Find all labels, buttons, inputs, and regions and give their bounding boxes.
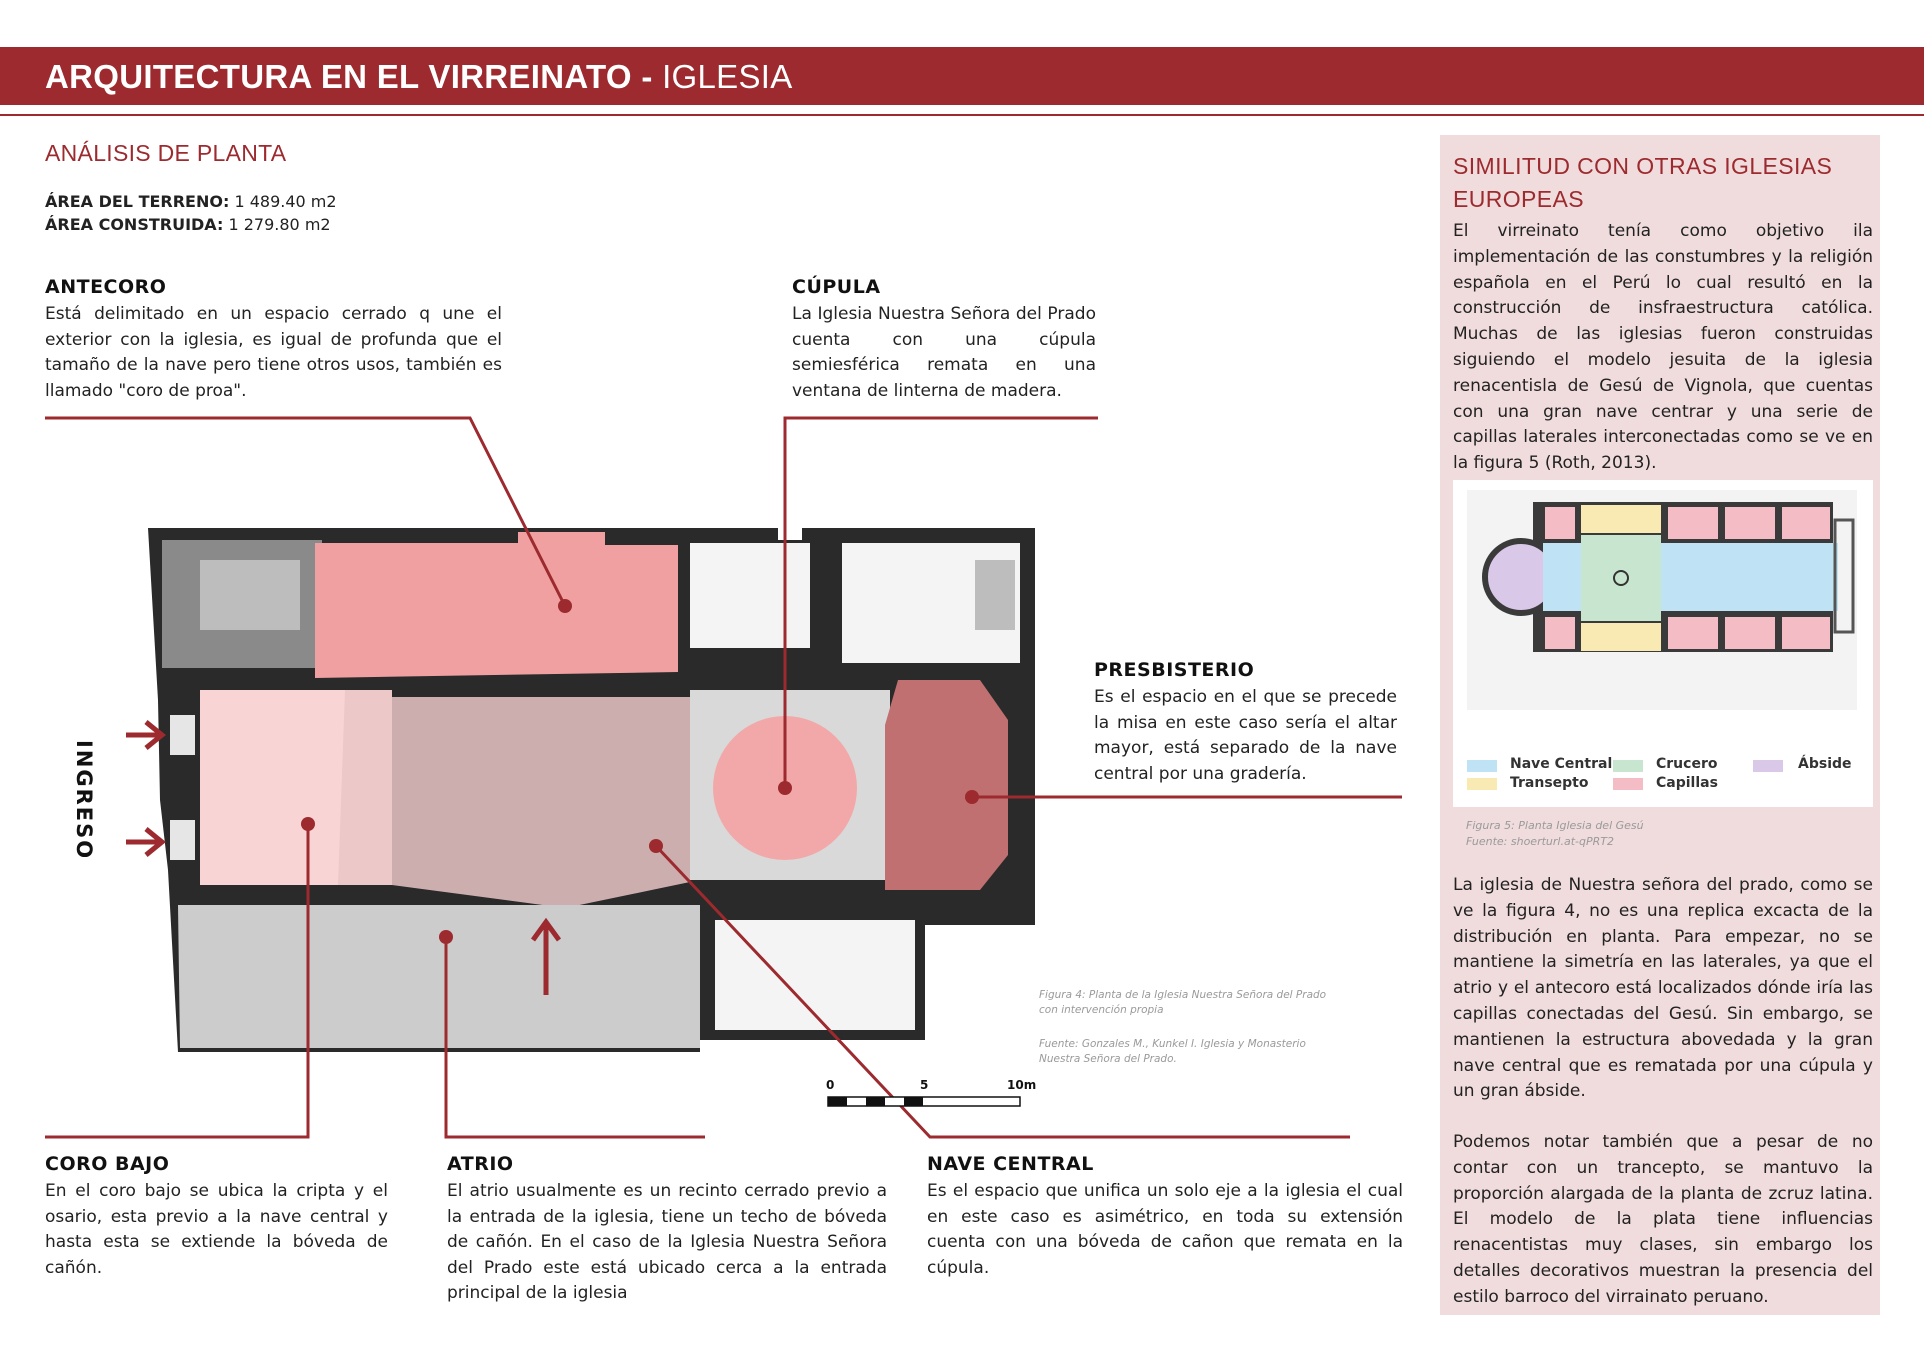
legend-swatch-nave: [1467, 760, 1497, 772]
leader-coro-bajo-dot: [301, 817, 315, 831]
legend-swatch-abside: [1753, 760, 1783, 772]
plan-left-niche-1: [170, 715, 195, 755]
gesu-chapel-3: [1725, 507, 1775, 539]
gesu-chapel-8: [1782, 617, 1830, 649]
area-construida: ÁREA CONSTRUIDA: 1 279.80 m2: [45, 215, 331, 234]
figure4-source: Fuente: Gonzales M., Kunkel I. Iglesia y Monasterio Nuestra Señora del Prado.: [1039, 1038, 1306, 1065]
section-title: ANÁLISIS DE PLANTA: [45, 140, 287, 166]
plan-stair-left: [200, 560, 300, 630]
legend-abside: Ábside: [1798, 756, 1852, 772]
ingreso-arrow-1: [126, 722, 162, 748]
leader-cupula-dot: [778, 781, 792, 795]
gesu-chapel-5: [1545, 617, 1575, 649]
scale-bar: [828, 1097, 1020, 1106]
area-terreno: ÁREA DEL TERRENO: 1 489.40 m2: [45, 192, 337, 211]
leader-antecoro-dot: [558, 599, 572, 613]
antecoro-title: ANTECORO: [45, 276, 167, 298]
atrio-text: El atrio usualmente es un recinto cerrado previo a la entrada de la iglesia, tiene un techo de bóveda de cañón. En el caso de la Iglesia Nuestra Señora del Prado este está ubicado cerca a la entrada principal de la iglesia: [447, 1181, 887, 1304]
gesu-transept-bottom: [1581, 623, 1661, 651]
gesu-crossing: [1581, 535, 1661, 621]
gesu-chapel-6: [1668, 617, 1718, 649]
sidebar-title: SIMILITUD CON OTRAS IGLESIAS EUROPEAS: [1453, 153, 1833, 212]
zone-coro-bajo: [200, 690, 362, 885]
figure5-caption: Figura 5: Planta Iglesia del Gesú: [1466, 819, 1644, 832]
ingreso-label: INGRESO: [72, 740, 96, 861]
scale-label-10: 10m: [1007, 1078, 1037, 1092]
page-title: ARQUITECTURA EN EL VIRREINATO - IGLESIA: [45, 58, 793, 95]
cupula-title: CÚPULA: [792, 276, 881, 298]
legend-swatch-crucero: [1613, 760, 1643, 772]
legend-nave-central: Nave Central: [1510, 756, 1613, 772]
sidebar-paragraph-3: Podemos notar también que a pesar de no contar con un trancepto, se mantuvo la proporción alargada de la planta de zcruz latina. El modelo de la plata tiene influencias renacentistas muy clases, sin embargo los detalles decorativos muestran la presencia del estilo barroco del virrainato peruano.: [1453, 1132, 1873, 1307]
atrio-title: ATRIO: [447, 1153, 514, 1175]
ingreso-arrow-2: [126, 829, 162, 855]
sidebar-paragraph-1: El virreinato tenía como objetivo ila implementación de las constumbres y la religión española en el Perú lo cual resultó en la construcción de insfraestructura católica. Muchas de las iglesias fueron construidas siguiendo el modelo jesuita de la iglesia renacentisla de Gesú de Vignola, que cuentas con una gran nave centrar y una serie de capillas laterales interconectadas como se ve en la figura 5 (Roth, 2013).: [1453, 221, 1873, 474]
leader-presbisterio-dot: [965, 790, 979, 804]
gesu-chapel-1: [1545, 507, 1575, 539]
antecoro-text: Está delimitado en un espacio cerrado q une el exterior con la iglesia, es igual de profunda que el tamaño de la nave pero tiene otros usos, también es llamado "coro de proa".: [45, 304, 502, 401]
zone-atrio: [178, 905, 700, 1048]
gesu-chapel-4: [1782, 507, 1830, 539]
legend-swatch-capillas: [1613, 778, 1643, 790]
plan-right-rooms: [690, 543, 810, 648]
plan-stair-right: [975, 560, 1015, 630]
nave-central-title: NAVE CENTRAL: [927, 1153, 1094, 1175]
leader-atrio-dot: [439, 930, 453, 944]
zone-nave: [392, 697, 690, 908]
figure4-caption: Figura 4: Planta de la Iglesia Nuestra Señora del Prado con intervención propia: [1039, 989, 1327, 1016]
scale-label-0: 0: [826, 1078, 835, 1092]
gesu-chapel-2: [1668, 507, 1718, 539]
plan-left-niche-2: [170, 820, 195, 860]
zone-presbisterio: [885, 680, 1008, 890]
presbisterio-title: PRESBISTERIO: [1094, 659, 1255, 681]
gesu-plan-figure: [1453, 480, 1873, 807]
coro-bajo-title: CORO BAJO: [45, 1153, 170, 1175]
nave-central-text: Es el espacio que unifica un solo eje a la iglesia el cual en este caso es asimétrico, en toda su extensión cuenta con una bóveda de cañon que remata en la cúpula.: [927, 1181, 1403, 1278]
cupula-text: La Iglesia Nuestra Señora del Prado cuenta con una cúpula semiesférica remata en una ventana de linterna de madera.: [792, 304, 1096, 401]
legend-capillas: Capillas: [1656, 775, 1718, 791]
gesu-transept-top: [1581, 505, 1661, 533]
legend-swatch-transepto: [1467, 778, 1497, 790]
sidebar-paragraph-2: La iglesia de Nuestra señora del prado, como se ve la figura 4, no es una replica excacta de la distribución en planta. Para empezar, no se mantiene la simetría en las laterales, ya que el atrio y el antecoro está localizados dónde iría las capillas conectadas del Gesú. Sin embargo, se mantienen la estructura abovedada y la gran nave central que es rematada por una cúpula y un gran ábside.: [1453, 875, 1873, 1102]
legend-crucero: Crucero: [1656, 756, 1718, 772]
legend-transepto: Transepto: [1510, 775, 1589, 791]
scale-label-5: 5: [920, 1078, 929, 1092]
presbisterio-text: Es el espacio en el que se precede la misa en este caso sería el altar mayor, está separado de la nave central por una gradería.: [1094, 687, 1397, 784]
zone-antecoro: [315, 532, 678, 678]
coro-bajo-text: En el coro bajo se ubica la cripta y el osario, esta previo a la nave central y hasta esta se extiende la bóveda de cañón.: [45, 1181, 388, 1278]
zone-coro-bajo-2: [338, 690, 392, 885]
figure5-source: Fuente: shoerturl.at-qPRT2: [1466, 835, 1614, 848]
leader-nave-dot: [649, 839, 663, 853]
gesu-chapel-7: [1725, 617, 1775, 649]
